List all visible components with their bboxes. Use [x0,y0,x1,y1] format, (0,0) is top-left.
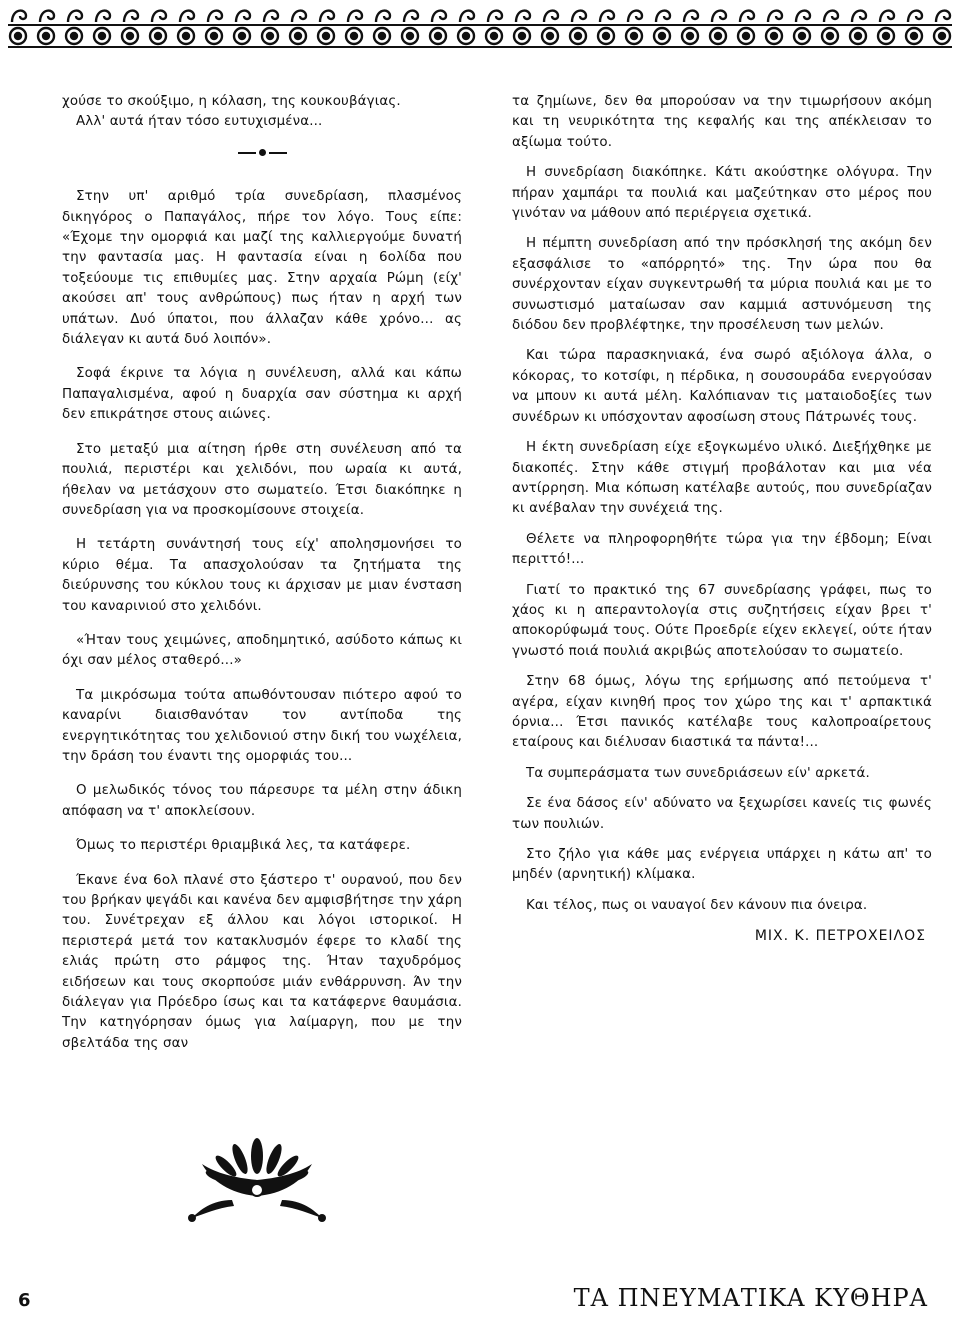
paragraph: Στο ζήλο για κάθε μας ενέργεια υπάρχει η κάτω απ' το μηδέν (αρνητική) κλίμακα. [512,847,932,883]
paragraph: Στο μεταξύ μια αίτηση ήρθε στη συνέλευση από τα πουλιά, περιστέρι και χελιδόνι, που ωραία κι αυτά, ήθελαν να μετάσχουν στο σωματείο. Έτσι διακόπηκε η συνεδρίαση για να προσκομίσουνε στοιχεία. [62,441,462,518]
decorative-top-border [8,4,952,52]
paragraph: Η τετάρτη συνάντησή τους είχ' απολησμονήσει το κύριο θέμα. Τα απασχολούσαν τα ζητήματα της διεύρυνσης του κύκλου τους κι άρχισαν με μιαν ένσταση του καναρινιού στο χελιδόνι. [62,537,462,614]
paragraph: Τα μικρόσωμα τούτα απωθόντουσαν πιότερο αφού το καναρίνι διαισθανόταν τον αντίποδα της ενεργητικότητας του χελιδονιού στην δική του νωχέλεια, την δράση του έναντι της ομορφιάς του... [62,687,462,764]
paragraph: Η πέμπτη συνεδρίαση από την πρόσκλησή της ακόμη δεν εξασφάλισε το «απόρρητό» της. Την ώρα που θα συνέρχονταν είχαν συγκεντρωθή τα μύρια πουλιά και με το συνωστισμό ματαίωσαν σαν καμμιά αστυνόμευση της διόδου δεν προβλέφτηκε, την προσέλευση των μελών. [512,236,932,334]
author-signature: ΜΙΧ. Κ. ΠΕΤΡΟΧΕΙΛΟΣ [754,928,926,945]
paragraph: Σε ένα δάσος είν' αδύνατο να ξεχωρίσει κανείς τις φωνές των πουλιών. [512,796,932,832]
paragraph: Ο μελωδικός τόνος του πάρεσυρε τα μέλη στην άδικη απόφαση να τ' αποκλείσουν. [62,783,462,819]
page-number: 6 [18,1290,31,1311]
paragraph: Γιατί το πρακτικό της 67 συνεδρίασης γράφει, πως το χάος κι η απεραντολογία στις συζητήσεις είχαν βρει τ' αποκορύφωμά τους. Ούτε Προεδρίε είχεν εκλεγεί, ούτε ήταν γνωστό ποιά πουλιά ακριβώς αποτελούσαν το σωματείο. [512,582,932,659]
paragraph: Στην υπ' αριθμό τρία συνεδρίαση, πλασμένος δικηγόρος ο Παπαγάλος, πήρε τον λόγο. Τους είπε: «Έχομε την ομορφιά και μαζί της καλλιεργούμε δυνατή την φαντασία μας. Η φαντασία είναι η 6ολίδα που τοξεύουμε τις επιθυμίες μας. Στην αρχαία Ρώμη (είχ' ακούσει απ' τους ανθρώπους) πως ήταν η αρχή των υπάτων. Δυό ύπατοι, που άλλαζαν κάθε χρόνο... ας διάλεγαν κι αυτά δυό λοιπόν». [62,189,462,348]
paragraph: Τα συμπεράσματα των συνεδριάσεων είν' αρκετά. [526,765,870,781]
paragraph: Και τώρα παρασκηνιακά, ένα σωρό αξιόλογα άλλα, ο κόκορας, το κοτσίφι, η πέρδικα, η σουσουράδα ενεργούσαν να μπουν κι αυτά μέλη. Καλόπιαναν τις ματαιοδοξίες των συνέδρων κι υπόσχονταν αφοσίωση στους Πάτρωνές τους. [512,348,932,425]
paragraph: Θέλετε να πληροφορηθήτε τώρα για την έβδομη; Είναι περιττό!... [512,531,932,568]
paragraph: Όμως το περιστέρι θριαμβικά λες, τα κατάφερε. [76,838,411,854]
paragraph: Και τέλος, πως οι ναυαγοί δεν κάνουν πια όνειρα. [526,897,868,913]
paragraph: «Ήταν τους χειμώνες, αποδημητικό, ασύδοτο κάπως κι όχι σαν μέλος σταθερό...» [62,632,462,669]
intro-line-2: Αλλ' αυτά ήταν τόσο ευτυχισμένα... [76,114,323,130]
left-column [62,92,462,1068]
section-divider [62,143,462,163]
palmette-ornament-icon [172,1134,342,1224]
paragraph: Σοφά έκρινε τα λόγια η συνέλευση, αλλά και κάπω Παπαγαλισμένα, αφού η δυαρχία σαν σύστημα κι αρχή δεν επικράτησε στους αιώνες. [62,366,462,423]
intro-line-1: χούσε το σκούξιμο, η κόλαση, της κουκουβάγιας. [62,94,401,109]
paragraph: Η συνεδρίαση διακόπηκε. Κάτι ακούστηκε ολόγυρα. Την πήραν χαμπάρι τα πουλιά και μαζεύτηκαν στο μέρος που γινόταν να μάθουν από περιέργεια σχετικά. [512,165,932,222]
right-column [512,92,932,947]
paragraph: Έκανε ένα 6ολ πλανέ στο ξάστερο τ' ουρανού, που δεν του βρήκαν ψεγάδι και κανένα δεν αμφισβήτησε την χάρη του. Συνέτρεχαν εξ άλλου και λόγοι ιστορικοί. Η περιστερά μετά τον κατακλυσμόν έφερε το κλαδί της ελιάς πρώτη στο ράμφος της. Ήταν ταχυδρόμος ειδήσεων και τους σκορπούσε μιάν ενθάρρυνση. Άν την διάλεγαν για Πρόεδρο ίσως και τα κατάφερνε θαυμάσια. Την κατηγόρησαν όμως για λαίμαργη, που με την σβελτάδα της σαν [62,872,462,1051]
paragraph: τα ζημίωνε, δεν θα μπορούσαν να την τιμωρήσουν ακόμη και τη νευρικότητα της κεφαλής και της απέκλεισαν το αξίωμα τούτο. [512,94,932,150]
magazine-title: ΤΑ ΠΝΕΥΜΑΤΙΚΑ ΚΥΘΗΡΑ [573,1284,928,1312]
paragraph: Η έκτη συνεδρίαση είχε εξογκωμένο υλικό. Διεξήχθηκε με διακοπές. Στην κάθε στιγμή προβάλοταν και μια νέα αντίρρηση. Μια κόπωση κατέλαβε αυτούς, που συνεδρίαζαν κι ανέβαλαν την συνέχειά της. [512,440,932,517]
paragraph: Στην 68 όμως, λόγω της ερήμωσης από πετούμενα τ' αγέρα, είχαν κινηθή προς τον χώρο της και τ' αρπακτικά όρνια... Έτσι πανικός κατέλαβε τους καλοπροαίρετους εταίρους και διέλυσαν 6ιαστικά τα πάντα!... [512,674,932,751]
